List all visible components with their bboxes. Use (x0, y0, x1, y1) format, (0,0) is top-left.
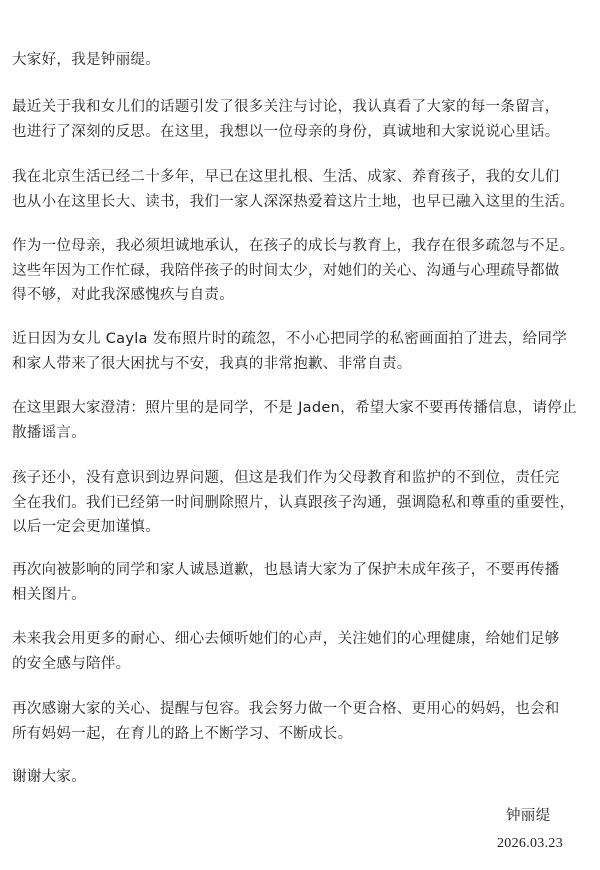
text-line: 也从小在这里长大、读书，我们一家人深深热爱着这片土地，也早已融入这里的生活。 (12, 193, 575, 210)
closing-paragraph (12, 765, 592, 790)
text-line: 我在北京生活已经二十多年，早已在这里扎根、生活、成家、养育孩子，我的女儿们 (12, 169, 560, 185)
text-line: 未来我会用更多的耐心、细心去倾听她们的心声，关注她们的心理健康，给她们足够 (12, 631, 560, 647)
text-line: 再次感谢大家的关心、提醒与包容。我会努力做一个更合格、更用心的妈妈，也会和 (12, 701, 560, 717)
text-line: 近日因为女儿 Cayla 发布照片时的疏忽，不小心把同学的私密画面拍了进去，给同学 (12, 331, 568, 347)
text-line: 得不够，对此我深感愧疚与自责。 (12, 287, 234, 303)
text-line: 散播谣言。 (12, 424, 86, 441)
text-line: 最近关于我和女儿们的话题引发了很多关注与讨论，我认真看了大家的每一条留言， (12, 99, 560, 115)
text-line: 以后一定会更加谨慎。 (12, 519, 160, 535)
body-paragraph (12, 466, 592, 540)
text-line: 和家人带来了很大困扰与不安，我真的非常抱歉、非常自责。 (12, 355, 412, 372)
text-line: 这些年因为工作忙碌，我陪伴孩子的时间太少，对她们的关心、沟通与心理疏导都做 (12, 262, 560, 279)
text-line: 所有妈妈一起，在育儿的路上不断学习、不断成长。 (12, 725, 353, 742)
text-line: 大家好，我是钟丽缇。 (12, 52, 160, 68)
text-line: 孩子还小，没有意识到边界问题，但这是我们作为父母教育和监护的不到位，责任完 (12, 470, 560, 486)
body-paragraph (12, 234, 592, 308)
text-line: 谢谢大家。 (12, 769, 86, 785)
text-line: 在这里跟大家澄清：照片里的是同学，不是 Jaden，希望大家不要再传播信息，请停止 (12, 400, 577, 416)
body-paragraph (12, 396, 592, 445)
body-paragraph (12, 558, 592, 607)
text-line: 也进行了深刻的反思。在这里，我想以一位母亲的身份，真诚地和大家说说心里话。 (12, 123, 560, 140)
text-line: 作为一位母亲，我必须坦诚地承认，在孩子的成长与教育上，我存在很多疏忽与不足。 (12, 238, 575, 254)
text-line: 的安全感与陪伴。 (12, 655, 131, 672)
signature-name: 钟丽缇 (506, 808, 551, 824)
text-line: 相关图片。 (12, 586, 86, 603)
body-paragraph (12, 627, 592, 676)
greeting-paragraph (12, 48, 592, 73)
body-paragraph (12, 327, 592, 376)
text-line: 再次向被影响的同学和家人诚恳道歉，也恳请大家为了保护未成年孩子，不要再传播 (12, 562, 560, 578)
body-paragraph (12, 165, 592, 214)
body-paragraph (12, 95, 592, 144)
text-line: 全在我们。我们已经第一时间删除照片，认真跟孩子沟通，强调隐私和尊重的重要性， (12, 494, 575, 511)
body-paragraph (12, 697, 592, 746)
signature-date: 2026.03.23 (497, 836, 563, 851)
